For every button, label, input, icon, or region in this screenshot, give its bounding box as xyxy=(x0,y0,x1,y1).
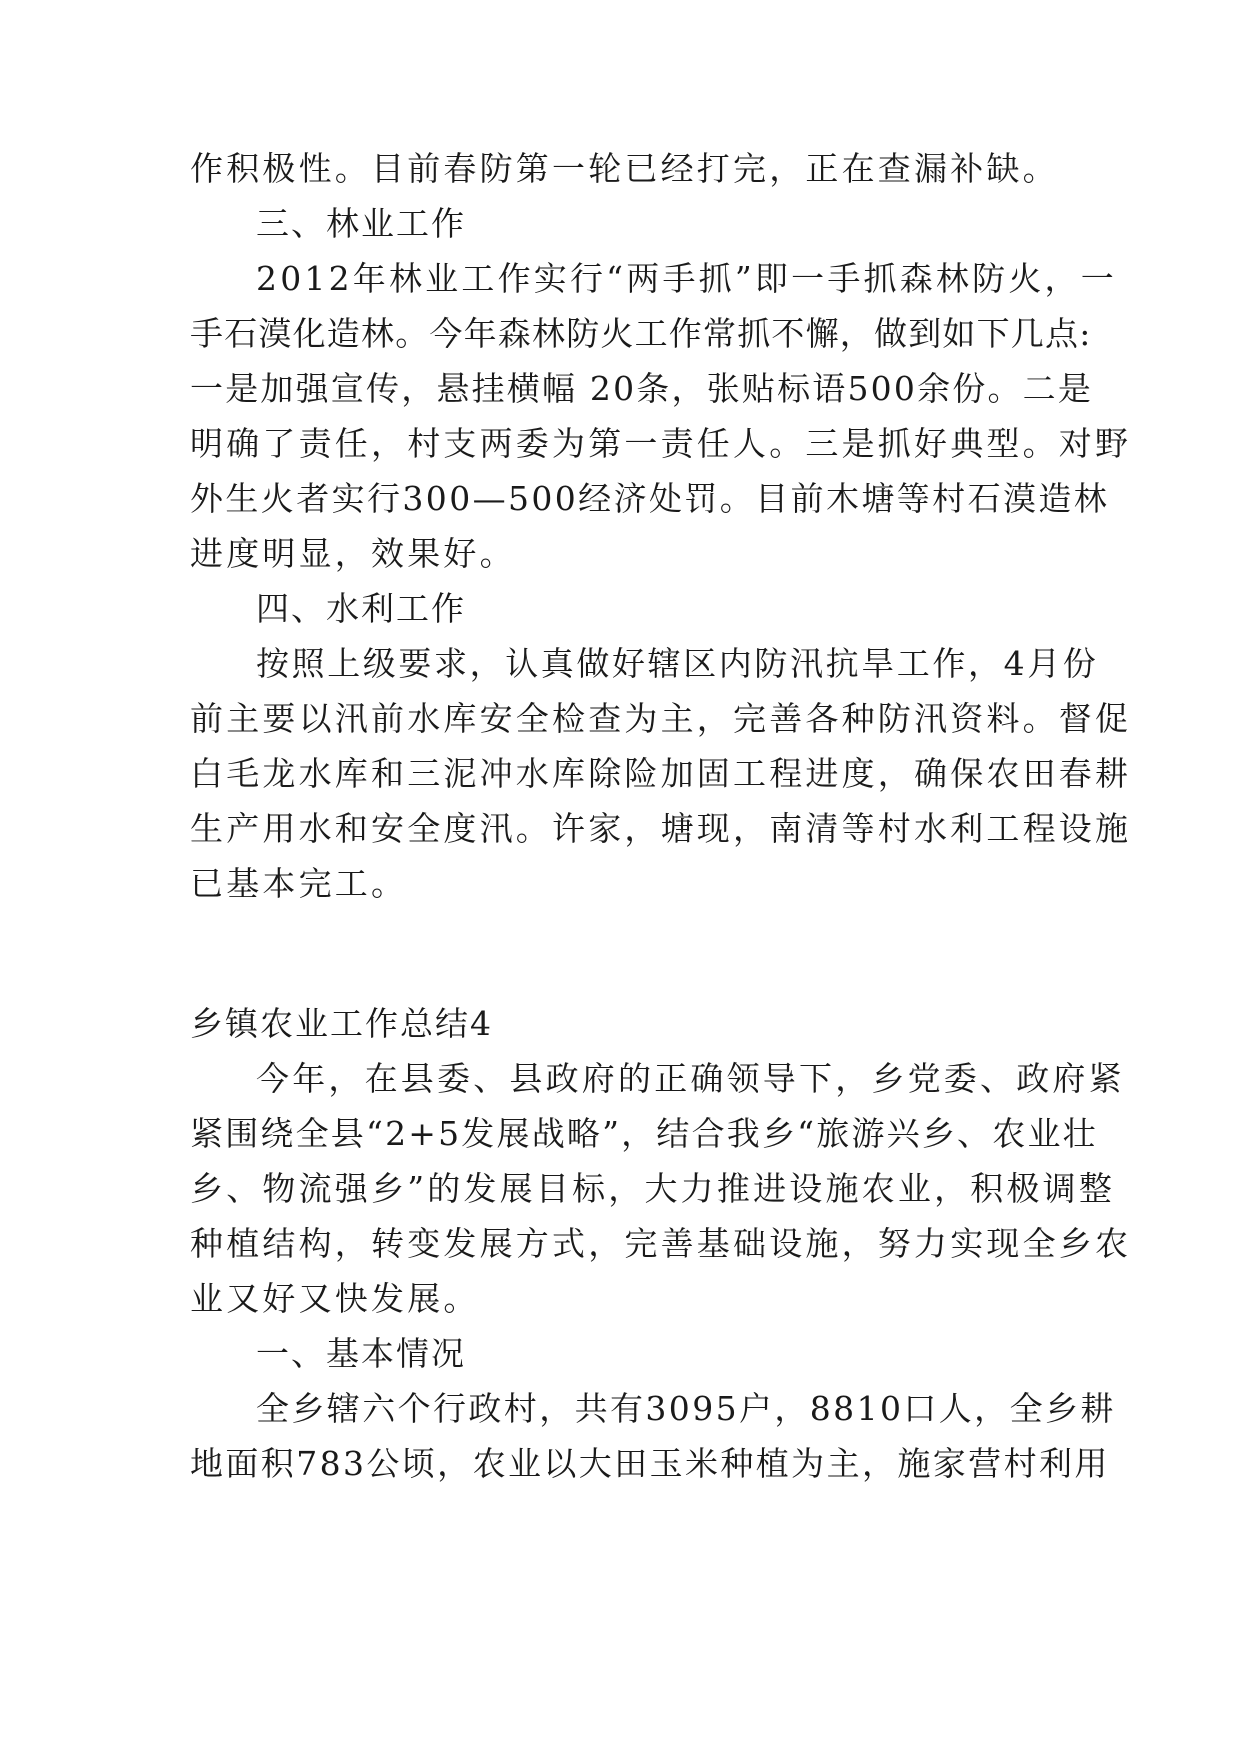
text-line: 生产用水和安全度汛。许家，塘现，南清等村水利工程设施 xyxy=(190,809,1132,848)
text-line: 全乡辖六个行政村，共有3095户，8810口人，全乡耕 xyxy=(256,1389,1116,1428)
text-line: 按照上级要求，认真做好辖区内防汛抗旱工作，4月份 xyxy=(256,644,1099,683)
text-line: 作积极性。目前春防第一轮已经打完，正在查漏补缺。 xyxy=(190,149,1059,188)
text-line: 外生火者实行300—500经济处罚。目前木塘等村石漠造林 xyxy=(190,479,1110,518)
document-title: 乡镇农业工作总结4 xyxy=(190,1004,493,1043)
text-line: 白毛龙水库和三泥冲水库除险加固工程进度，确保农田春耕 xyxy=(190,754,1132,793)
text-line: 乡、物流强乡”的发展目标，大力推进设施农业，积极调整 xyxy=(190,1169,1116,1208)
text-line: 前主要以汛前水库安全检查为主，完善各种防汛资料。督促 xyxy=(190,699,1132,738)
text-line: 进度明显，效果好。 xyxy=(190,534,516,573)
section-heading: 三、林业工作 xyxy=(256,204,466,243)
text-line: 今年，在县委、县政府的正确领导下，乡党委、政府紧 xyxy=(256,1059,1125,1098)
text-line: 明确了责任，村支两委为第一责任人。三是抓好典型。对野 xyxy=(190,424,1132,463)
text-line: 2012年林业工作实行“两手抓”即一手抓森林防火，一 xyxy=(256,259,1117,298)
text-line: 紧围绕全县“2+5发展战略”，结合我乡“旅游兴乡、农业壮 xyxy=(190,1114,1098,1153)
text-line: 种植结构，转变发展方式，完善基础设施，努力实现全乡农 xyxy=(190,1224,1132,1263)
text-line: 手石漠化造林。今年森林防火工作常抓不懈，做到如下几点: xyxy=(190,314,1092,353)
text-line: 一是加强宣传，悬挂横幅 20条，张贴标语500余份。二是 xyxy=(190,369,1094,408)
text-line: 地面积783公顷，农业以大田玉米种植为主，施家营村利用 xyxy=(190,1444,1110,1483)
section-heading: 四、水利工作 xyxy=(256,589,466,628)
section-heading: 一、基本情况 xyxy=(256,1334,466,1373)
text-line: 已基本完工。 xyxy=(190,864,408,903)
text-line: 业又好又快发展。 xyxy=(190,1279,480,1318)
